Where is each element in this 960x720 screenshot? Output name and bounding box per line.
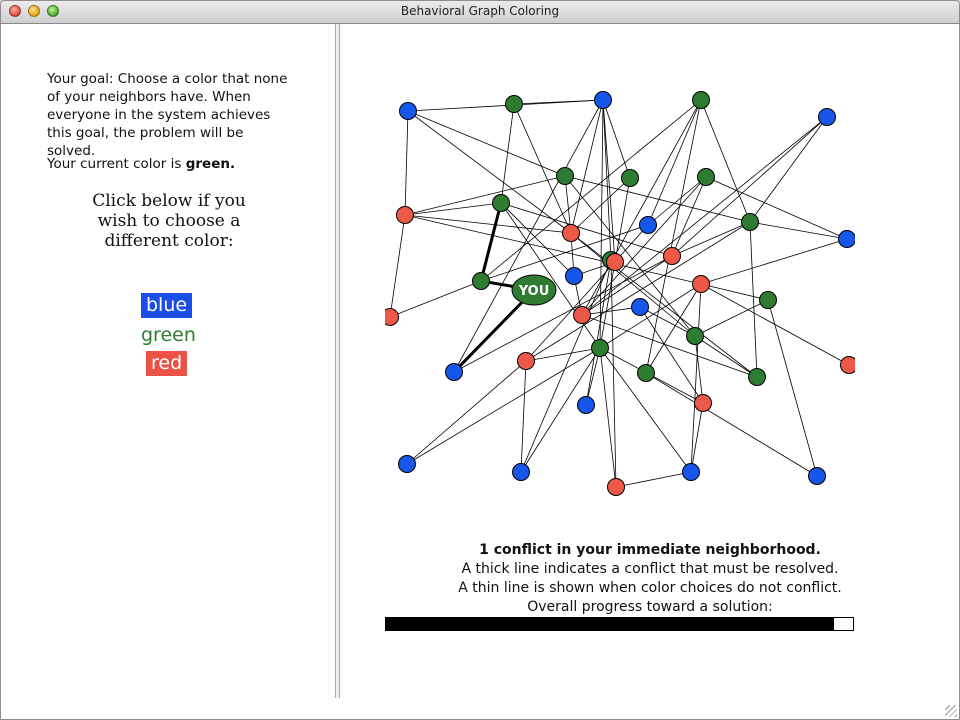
progress-label: Overall progress toward a solution: xyxy=(527,599,773,615)
goal-text: Your goal: Choose a color that none of your neighbors have. When everyone in the system achieves this goal, the problem will be solved. xyxy=(47,71,288,159)
graph-node-blue xyxy=(683,464,700,481)
graph-edge xyxy=(701,239,847,284)
graph-edge xyxy=(526,222,750,361)
graph-edge xyxy=(616,472,691,487)
graph-panel xyxy=(340,24,960,698)
current-color-prefix: Your current color is xyxy=(47,156,186,172)
graph-edge xyxy=(750,222,757,377)
graph-node-blue xyxy=(595,92,612,109)
network-graph xyxy=(385,64,855,504)
current-color-value: green. xyxy=(185,156,236,172)
graph-edge xyxy=(701,284,768,300)
instruction-panel xyxy=(1,24,336,698)
graph-edge xyxy=(405,215,571,233)
green-color-button[interactable]: green xyxy=(141,324,196,346)
graph-node-red xyxy=(607,254,624,271)
progress-bar xyxy=(385,617,854,631)
graph-node-blue xyxy=(809,468,826,485)
graph-node-blue xyxy=(400,103,417,120)
graph-node-red xyxy=(385,309,399,326)
graph-node-green xyxy=(749,369,766,386)
title-bar[interactable] xyxy=(1,1,959,24)
graph-edge xyxy=(701,100,750,222)
graph-edge xyxy=(672,117,827,256)
graph-node-green xyxy=(742,214,759,231)
graph-edge xyxy=(501,203,600,348)
graph-edge xyxy=(405,203,501,215)
graph-edge xyxy=(695,336,757,377)
graph-edge xyxy=(390,215,405,317)
graph-node-blue xyxy=(399,456,416,473)
graph-node-red xyxy=(841,357,856,374)
conflict-count-text: 1 conflict in your immediate neighborhood. xyxy=(479,542,821,558)
graph-node-red xyxy=(574,307,591,324)
graph-edge xyxy=(405,176,565,215)
graph-edge xyxy=(672,177,706,256)
graph-node-green xyxy=(473,273,490,290)
graph-edge xyxy=(408,111,571,233)
red-color-button[interactable]: red xyxy=(146,351,187,376)
graph-node-blue xyxy=(819,109,836,126)
graph-edge xyxy=(603,100,630,178)
graph-node-blue xyxy=(640,217,657,234)
thin-line-explanation: A thin line is shown when color choices do not conflict. xyxy=(458,580,842,596)
graph-node-green xyxy=(760,292,777,309)
graph-edge xyxy=(750,222,847,239)
graph-node-green xyxy=(638,365,655,382)
graph-node-green xyxy=(693,92,710,109)
graph-node-green xyxy=(557,168,574,185)
graph-node-blue xyxy=(578,397,595,414)
resize-handle[interactable] xyxy=(945,705,957,717)
graph-edge xyxy=(640,307,695,336)
graph-edge xyxy=(695,300,768,336)
graph-node-green xyxy=(698,169,715,186)
graph-node-blue xyxy=(446,364,463,381)
graph-edge xyxy=(390,281,481,317)
you-label: YOU xyxy=(518,284,550,299)
graph-edge xyxy=(646,373,817,476)
graph-node-green xyxy=(687,328,704,345)
graph-edge xyxy=(768,300,817,476)
graph-node-blue xyxy=(566,268,583,285)
graph-edge xyxy=(672,222,750,256)
graph-edge xyxy=(571,178,630,233)
blue-color-button[interactable]: blue xyxy=(141,293,192,318)
graph-node-blue xyxy=(632,299,649,316)
graph-node-blue xyxy=(513,464,530,481)
graph-edge xyxy=(565,176,750,222)
graph-edge xyxy=(571,100,603,233)
graph-node-green xyxy=(506,96,523,113)
graph-node-red xyxy=(397,207,414,224)
graph-edge xyxy=(521,361,526,472)
graph-edge xyxy=(501,104,514,203)
graph-node-green xyxy=(592,340,609,357)
graph-node-red xyxy=(608,479,625,496)
graph-edge xyxy=(407,348,600,464)
graph-edge xyxy=(514,100,603,104)
graph-edge xyxy=(407,361,526,464)
status-area xyxy=(340,541,960,617)
choose-color-prompt: Click below if you wish to choose a different color: xyxy=(92,191,246,251)
graph-node-green xyxy=(493,195,510,212)
graph-node-red xyxy=(664,248,681,265)
progress-bar-fill xyxy=(386,618,834,630)
graph-edge xyxy=(405,111,408,215)
thick-line-explanation: A thick line indicates a conflict that must be resolved. xyxy=(461,561,839,577)
graph-node-green xyxy=(622,170,639,187)
graph-edge xyxy=(582,100,701,315)
graph-node-red xyxy=(695,395,712,412)
conflict-edge xyxy=(481,203,501,281)
current-color-text xyxy=(47,156,235,172)
graph-node-red xyxy=(693,276,710,293)
window-title: Behavioral Graph Coloring xyxy=(400,4,560,18)
graph-node-red xyxy=(563,225,580,242)
graph-node-red xyxy=(518,353,535,370)
graph-node-blue xyxy=(839,231,856,248)
